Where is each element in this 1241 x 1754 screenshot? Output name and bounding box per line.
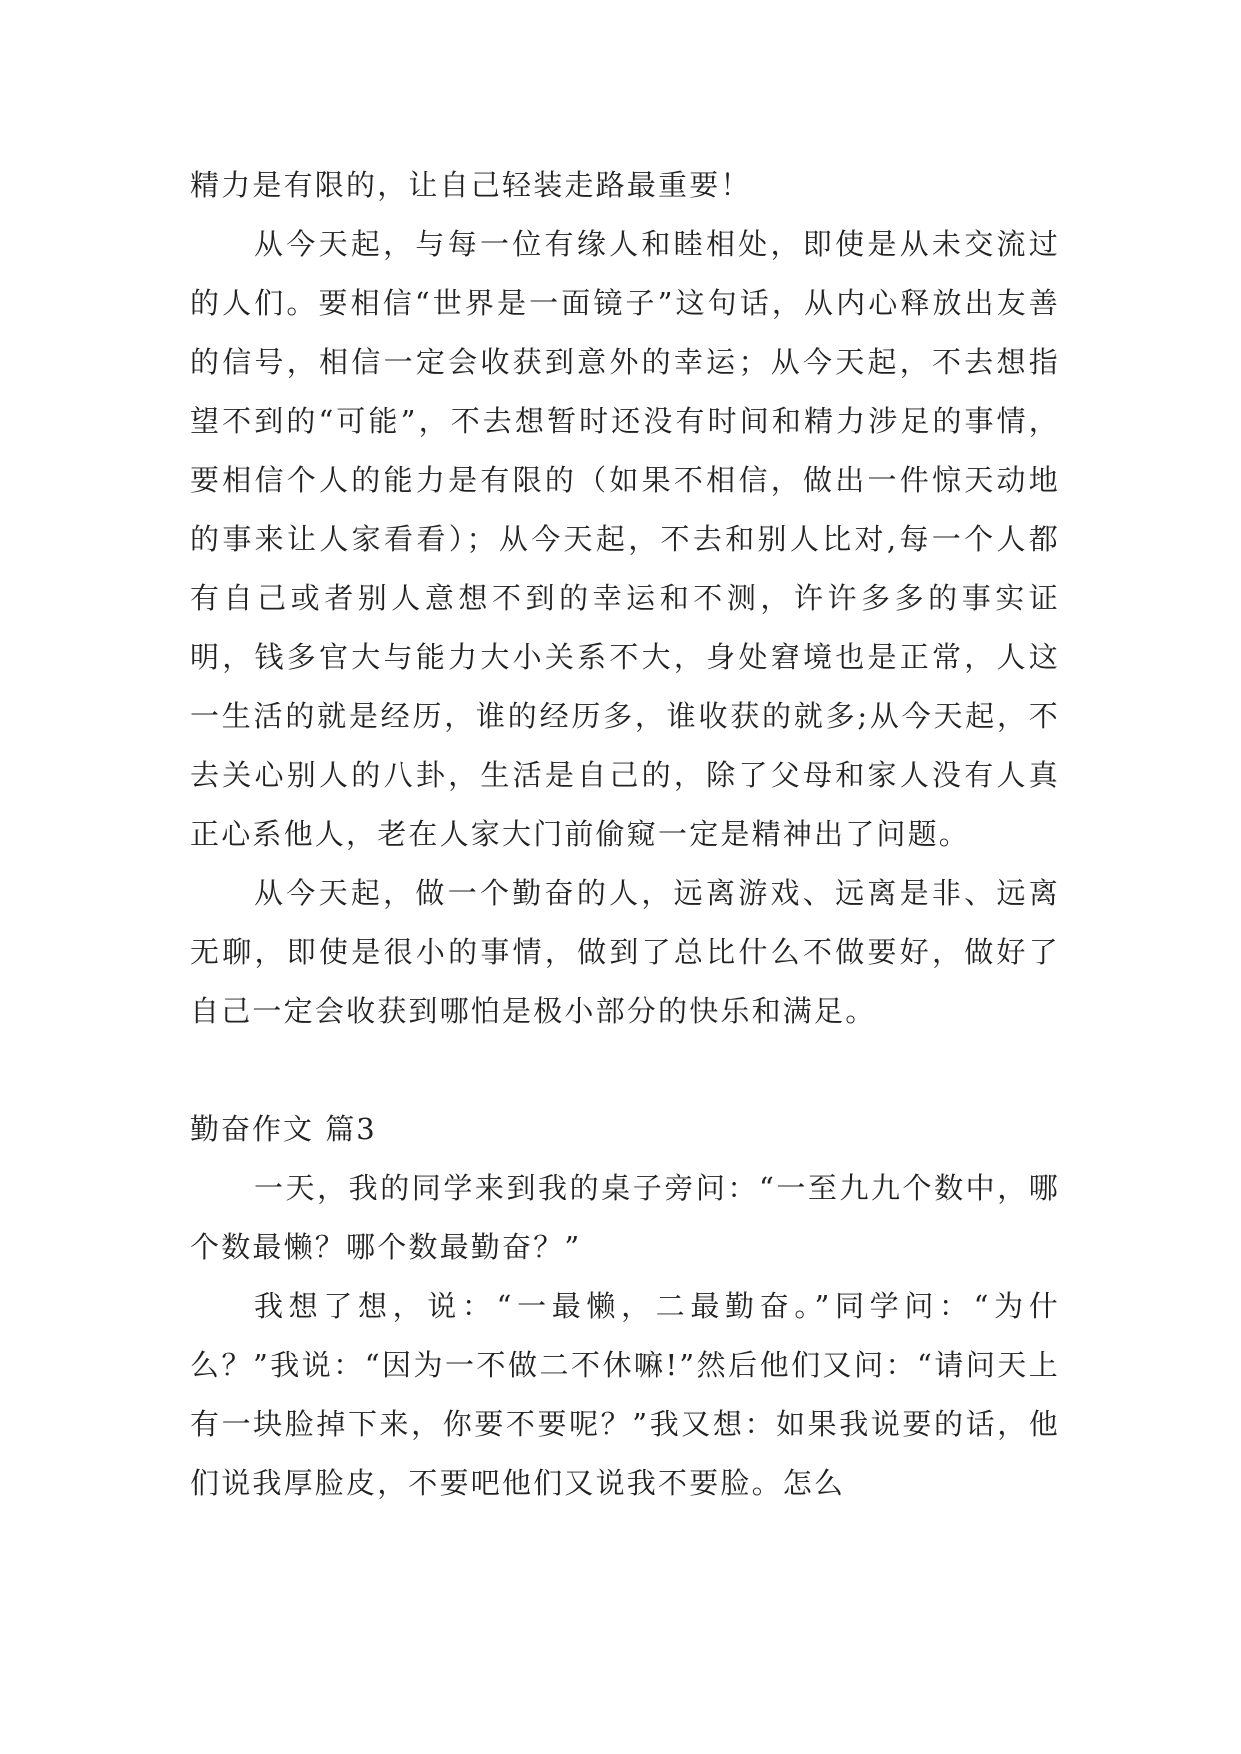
document-body: [190, 156, 1060, 1513]
paragraph: 从今天起，与每一位有缘人和睦相处，即使是从未交流过的人们。要相信“世界是一面镜子”这句话，从内心释放出友善的信号，相信一定会收获到意外的幸运；从今天起，不去想指望不到的“可能”，不去想暂时还没有时间和精力涉足的事情，要相信个人的能力是有限的（如果不相信，做出一件惊天动地的事来让人家看看）；从今天起，不去和别人比对,每一个人都有自己或者别人意想不到的幸运和不测，许许多多的事实证明，钱多官大与能力大小关系不大，身处窘境也是正常，人这一生活的就是经历，谁的经历多，谁收获的就多;从今天起，不去关心别人的八卦，生活是自己的，除了父母和家人没有人真正心系他人，老在人家大门前偷窥一定是精神出了问题。: [190, 227, 1060, 851]
paragraph: 一天，我的同学来到我的桌子旁问：“一至九九个数中，哪个数最懒？哪个数最勤奋？”: [190, 1171, 1060, 1264]
section-spacer: [190, 1041, 1060, 1100]
paragraph: 从今天起，做一个勤奋的人，远离游戏、远离是非、远离无聊，即使是很小的事情，做到了总比什么不做要好，做好了自己一定会收获到哪怕是极小部分的快乐和满足。: [190, 876, 1060, 1028]
paragraph-continuation: 精力是有限的，让自己轻装走路最重要！: [190, 168, 752, 202]
section-heading: 勤奋作文 篇3: [190, 1112, 377, 1146]
paragraph: 我想了想，说：“一最懒，二最勤奋。”同学问：“为什么？”我说：“因为一不做二不休嘛!”然后他们又问：“请问天上有一块脸掉下来，你要不要呢？”我又想：如果我说要的话，他们说我厚脸皮，不要吧他们又说我不要脸。怎么: [190, 1289, 1060, 1500]
